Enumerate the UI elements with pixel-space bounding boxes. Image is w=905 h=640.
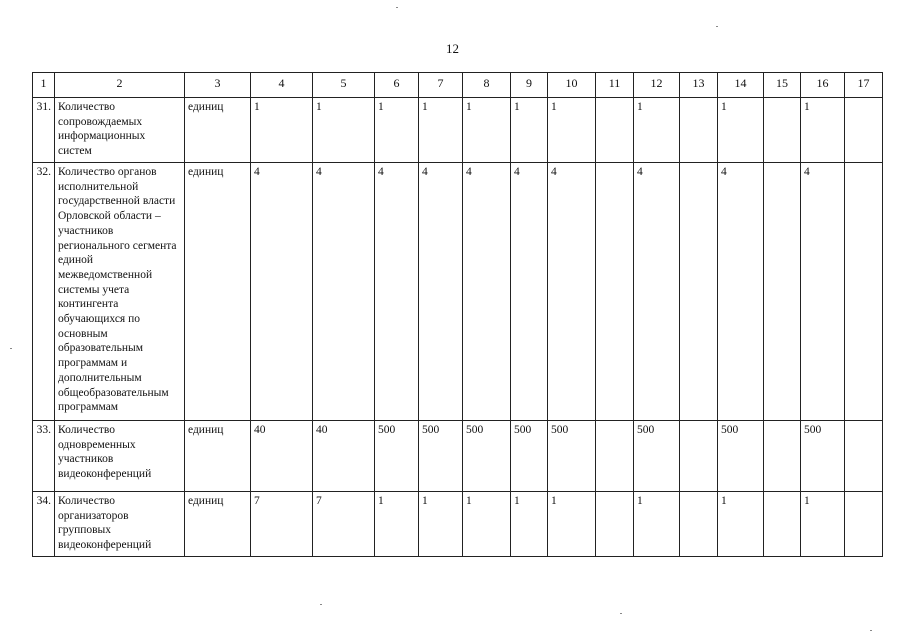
value-cell: 1 (375, 98, 419, 163)
value-cell: 1 (251, 98, 313, 163)
value-cell (596, 421, 634, 492)
column-header: 7 (419, 73, 463, 98)
column-header: 11 (596, 73, 634, 98)
unit-cell: единиц (185, 421, 251, 492)
value-cell: 4 (313, 163, 375, 421)
value-cell: 4 (251, 163, 313, 421)
indicator-name: Количество сопровождаемых информационных систем (55, 98, 185, 163)
value-cell: 1 (511, 492, 548, 557)
table-row (33, 492, 883, 557)
value-cell: 500 (634, 421, 680, 492)
column-header: 5 (313, 73, 375, 98)
row-number: 34. (33, 492, 55, 557)
header-row (33, 73, 883, 98)
table-row (33, 421, 883, 492)
value-cell (845, 492, 883, 557)
value-cell: 1 (801, 98, 845, 163)
indicator-name: Количество органов исполнительной государственной власти Орловской области – участников регионального сегмента единой межведомственной системы учета контингента обучающихся по основным образовательным программам и дополнительным общеобразовательным программам (55, 163, 185, 421)
value-cell (845, 98, 883, 163)
column-header: 12 (634, 73, 680, 98)
value-cell: 7 (251, 492, 313, 557)
page-number: 12 (446, 41, 459, 56)
table-row (33, 163, 883, 421)
scan-speck (716, 26, 718, 27)
value-cell: 1 (313, 98, 375, 163)
value-cell: 1 (375, 492, 419, 557)
value-cell: 500 (463, 421, 511, 492)
value-cell: 40 (313, 421, 375, 492)
value-cell: 4 (463, 163, 511, 421)
column-header: 4 (251, 73, 313, 98)
value-cell: 1 (463, 98, 511, 163)
value-cell: 1 (634, 98, 680, 163)
value-cell: 4 (375, 163, 419, 421)
value-cell (764, 492, 801, 557)
table-row (33, 98, 883, 163)
value-cell: 500 (419, 421, 463, 492)
row-number: 31. (33, 98, 55, 163)
row-number: 32. (33, 163, 55, 421)
column-header: 15 (764, 73, 801, 98)
row-number: 33. (33, 421, 55, 492)
value-cell: 1 (801, 492, 845, 557)
column-header: 16 (801, 73, 845, 98)
column-header: 1 (33, 73, 55, 98)
value-cell (764, 163, 801, 421)
column-header: 13 (680, 73, 718, 98)
column-header: 2 (55, 73, 185, 98)
scan-speck (870, 630, 872, 631)
column-header: 6 (375, 73, 419, 98)
value-cell: 4 (419, 163, 463, 421)
value-cell (764, 421, 801, 492)
value-cell (845, 421, 883, 492)
value-cell (680, 492, 718, 557)
value-cell: 4 (511, 163, 548, 421)
value-cell: 1 (463, 492, 511, 557)
unit-cell: единиц (185, 98, 251, 163)
value-cell (680, 421, 718, 492)
value-cell (845, 163, 883, 421)
value-cell: 500 (511, 421, 548, 492)
scan-speck (620, 613, 622, 614)
value-cell (596, 98, 634, 163)
indicator-name: Количество одновременных участников видеоконференций (55, 421, 185, 492)
unit-cell: единиц (185, 492, 251, 557)
value-cell (596, 163, 634, 421)
indicator-table (32, 72, 883, 557)
value-cell: 1 (718, 492, 764, 557)
value-cell: 500 (718, 421, 764, 492)
value-cell: 4 (801, 163, 845, 421)
value-cell: 500 (801, 421, 845, 492)
value-cell: 1 (548, 492, 596, 557)
value-cell: 500 (375, 421, 419, 492)
value-cell: 7 (313, 492, 375, 557)
value-cell: 1 (419, 492, 463, 557)
value-cell: 1 (419, 98, 463, 163)
column-header: 8 (463, 73, 511, 98)
indicator-name: Количество организаторов групповых видеоконференций (55, 492, 185, 557)
value-cell: 4 (634, 163, 680, 421)
value-cell (680, 163, 718, 421)
column-header: 9 (511, 73, 548, 98)
column-header: 3 (185, 73, 251, 98)
value-cell: 1 (634, 492, 680, 557)
value-cell: 1 (548, 98, 596, 163)
value-cell: 40 (251, 421, 313, 492)
column-header: 14 (718, 73, 764, 98)
column-header: 10 (548, 73, 596, 98)
value-cell: 500 (548, 421, 596, 492)
scan-speck (10, 348, 12, 349)
value-cell: 1 (511, 98, 548, 163)
value-cell (680, 98, 718, 163)
value-cell: 4 (548, 163, 596, 421)
value-cell: 4 (718, 163, 764, 421)
unit-cell: единиц (185, 163, 251, 421)
scan-speck (320, 604, 322, 605)
column-header: 17 (845, 73, 883, 98)
value-cell (596, 492, 634, 557)
value-cell (764, 98, 801, 163)
value-cell: 1 (718, 98, 764, 163)
scan-speck (396, 7, 398, 8)
